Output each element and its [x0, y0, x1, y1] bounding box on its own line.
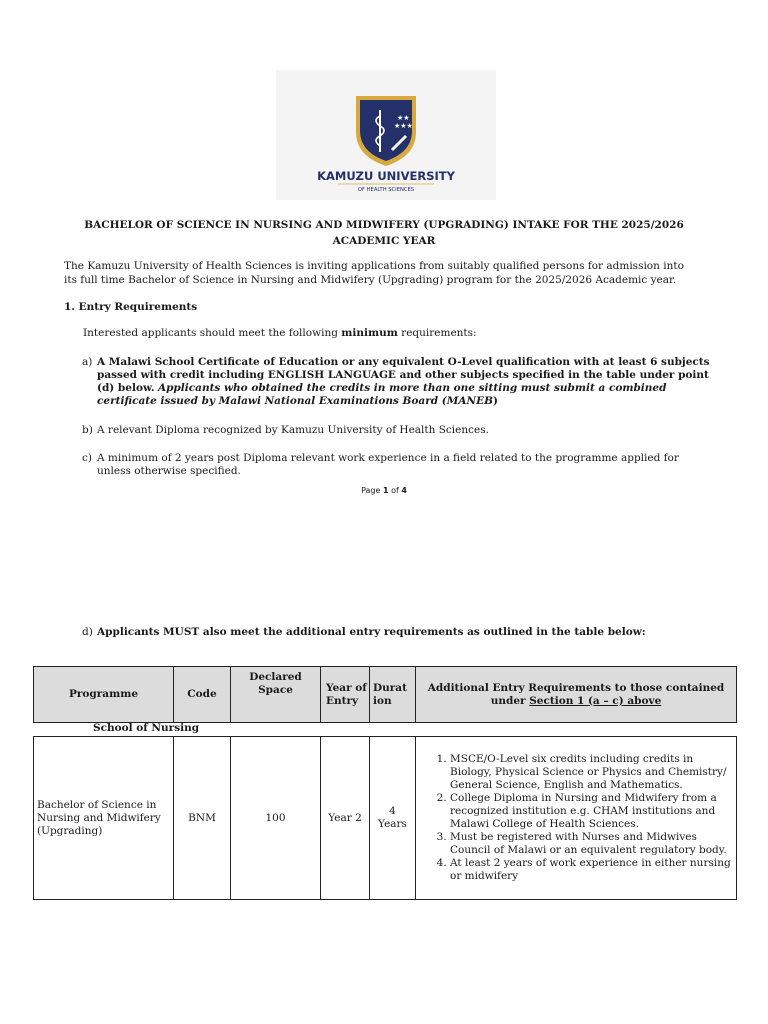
interested-suffix: requirements: [397, 327, 477, 339]
page-current: 1 [382, 486, 389, 495]
list-item: 2. College Diploma in Nursing and Midwifery from a recognized institution e.g. CHAM institutions and Malawi College of Health Sciences. [450, 792, 733, 831]
svg-text:★★★: ★★★ [394, 122, 413, 130]
header-declared-space: Declared Space [231, 667, 321, 723]
logo-subname: OF HEALTH SCIENCES [357, 187, 415, 193]
intro-line-2: its full time Bachelor of Science in Nursing and Midwifery (Upgrading) program for the 2025/2026 Academic year. [64, 274, 677, 286]
university-logo [276, 70, 496, 200]
requirement-b-text: A relevant Diploma recognized by Kamuzu University of Health Sciences. [97, 424, 489, 436]
list-item: 3. Must be registered with Nurses and Midwives Council of Malawi or an equivalent regulatory body. [450, 831, 733, 857]
requirement-a-bold: A Malawi School Certificate of Education or any equivalent O-Level qualification with at least 6 subjects passed with credit including ENGLISH LANGUAGE and other subjects specified in the table under point (d) below. [97, 356, 710, 394]
requirement-b [82, 424, 712, 437]
header-code: Code [174, 667, 231, 723]
list-item: 4. At least 2 years of work experience in either nursing or midwifery [450, 857, 733, 883]
requirement-c-text: A minimum of 2 years post Diploma relevant work experience in a field related to the programme applied for unless otherwise specified. [97, 452, 679, 477]
requirement-b-label: b) [82, 424, 93, 436]
requirement-a-label: a) [82, 356, 93, 368]
header-additional-prefix: Additional Entry Requirements to those contained under [427, 681, 725, 707]
header-additional [416, 667, 737, 723]
row-duration: 4 Years [370, 737, 416, 900]
title-line-1: BACHELOR OF SCIENCE IN NURSING AND MIDWIFERY (UPGRADING) INTAKE FOR THE 2025/2026 [84, 219, 684, 231]
table-row [34, 737, 737, 900]
requirement-c [82, 452, 712, 478]
svg-text:★★: ★★ [397, 114, 410, 122]
requirements-table-body [33, 736, 737, 900]
page-of: of [388, 486, 402, 495]
logo-name: KAMUZU UNIVERSITY [317, 169, 455, 183]
requirement-a [82, 356, 712, 408]
row-additional-requirements [416, 737, 737, 900]
intro-line-1: The Kamuzu University of Health Sciences is inviting applications from suitably qualified persons for admission into [64, 260, 684, 272]
page-prefix: Page [361, 486, 383, 495]
page-number [0, 486, 768, 495]
interested-minimum: minimum [341, 327, 398, 339]
row-declared-space: 100 [231, 737, 321, 900]
requirement-d [82, 626, 712, 639]
requirement-a-tail: ) [492, 395, 498, 407]
school-of-nursing-label: School of Nursing [93, 722, 200, 734]
requirements-table-header [33, 666, 737, 723]
title-line-2: ACADEMIC YEAR [332, 235, 436, 247]
section-1-heading: 1. Entry Requirements [64, 301, 198, 313]
row-year-of-entry: Year 2 [321, 737, 370, 900]
row-programme: Bachelor of Science in Nursing and Midwifery (Upgrading) [34, 737, 174, 900]
requirement-d-label: d) [82, 626, 93, 638]
page-total: 4 [401, 486, 407, 495]
header-additional-link: Section 1 (a – c) above [529, 694, 662, 707]
crest-icon [276, 70, 496, 200]
requirement-a-italic: Applicants who obtained the credits in more than one sitting must submit a combined certificate issued by Malawi National Examinations Board (MANEB [97, 382, 667, 407]
intro-paragraph [64, 259, 714, 287]
list-item: 1. MSCE/O-Level six credits including credits in Biology, Physical Science or Physics and Chemistry/ General Science, English and Mathematics. [450, 753, 733, 792]
document-title [60, 217, 708, 249]
header-year-of-entry: Year of Entry [321, 667, 370, 723]
header-programme: Programme [34, 667, 174, 723]
requirements-list [416, 753, 733, 883]
header-duration: Durat ion [370, 667, 416, 723]
interested-prefix: Interested applicants should meet the following [83, 327, 342, 339]
requirement-d-text: Applicants MUST also meet the additional entry requirements as outlined in the table below: [97, 626, 646, 638]
row-code: BNM [174, 737, 231, 900]
requirement-c-label: c) [82, 452, 92, 464]
interested-applicants-text [83, 326, 723, 340]
